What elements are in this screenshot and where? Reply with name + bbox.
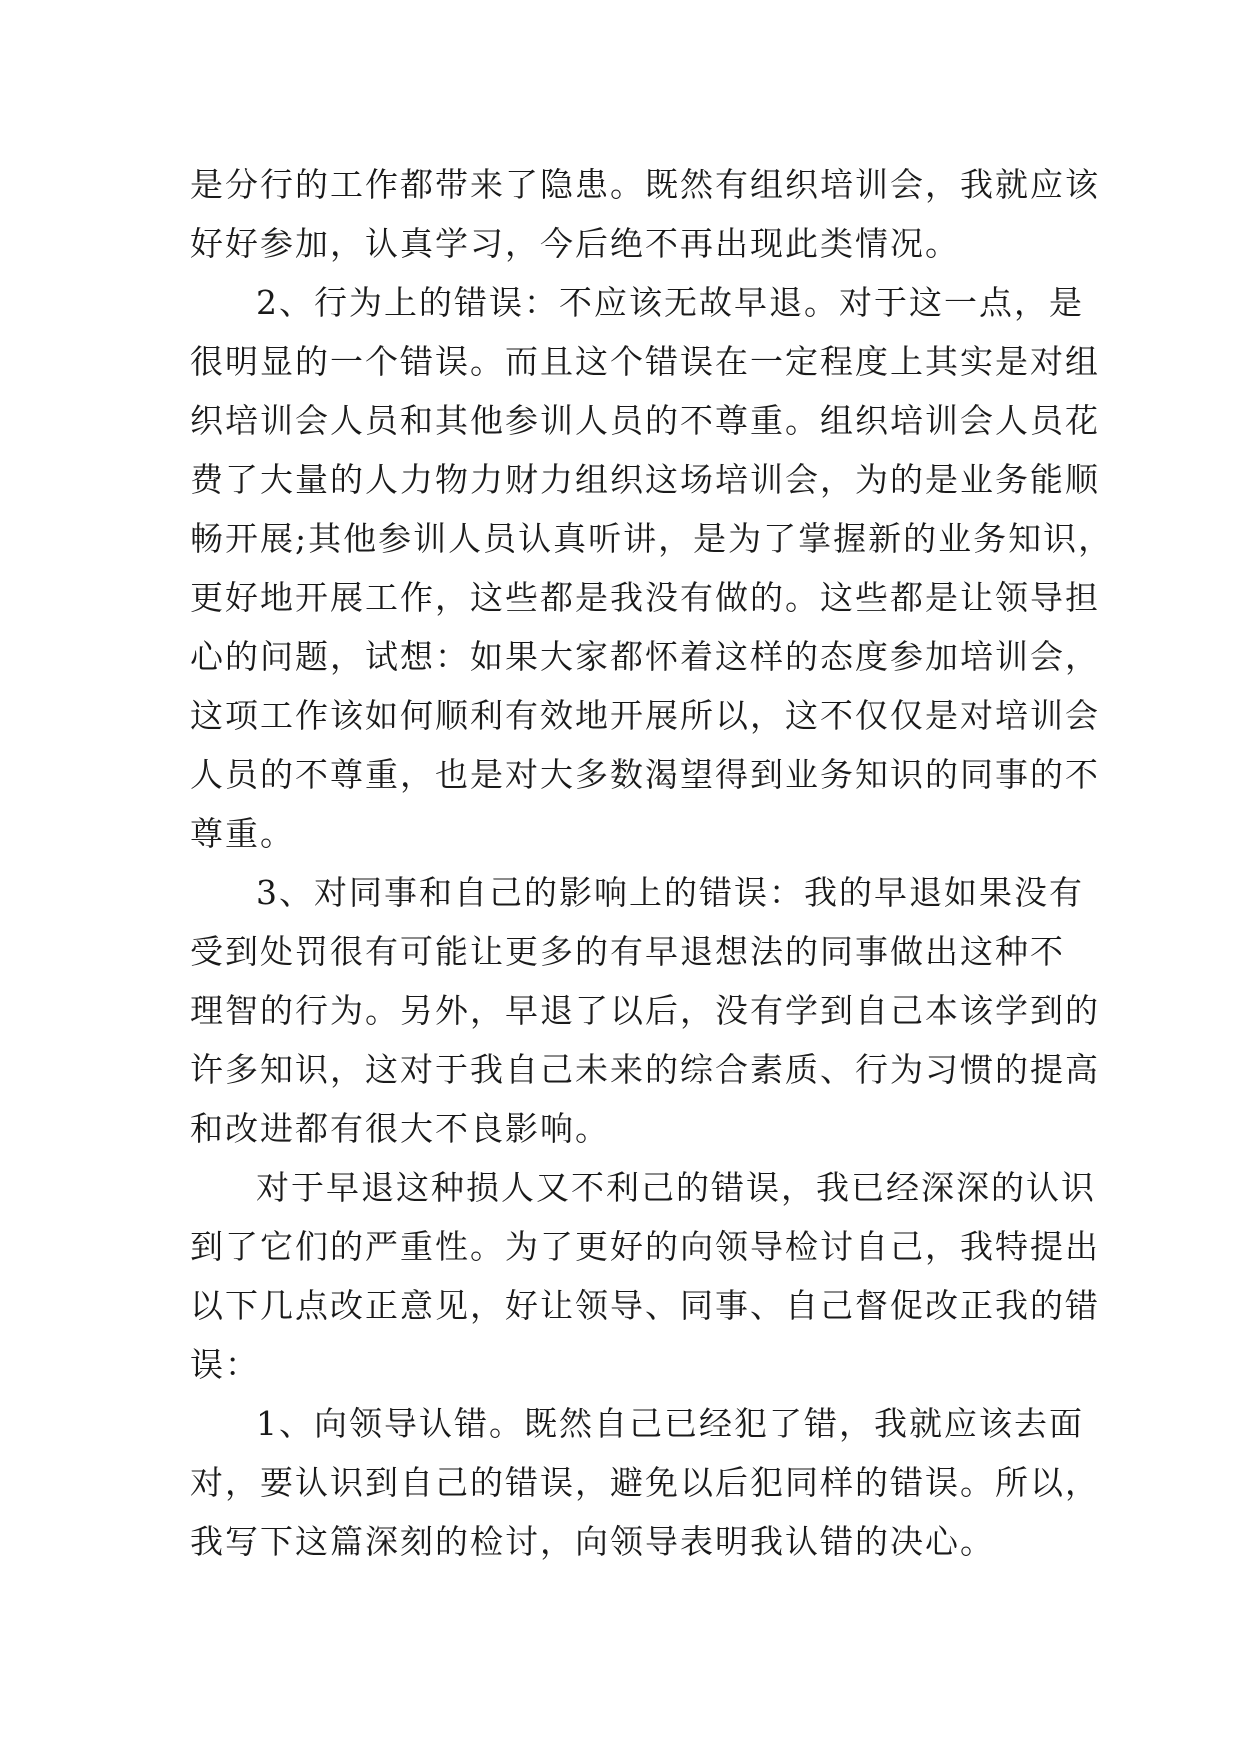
text-line: 许多知识，这对于我自己未来的综合素质、行为习惯的提高 xyxy=(190,1050,1100,1089)
document-body xyxy=(190,155,1114,1571)
text-line: 很明显的一个错误。而且这个错误在一定程度上其实是对组 xyxy=(190,342,1100,381)
paragraph-start-line: 对于早退这种损人又不利己的错误，我已经深深的认识 xyxy=(256,1168,1096,1207)
text-line: 对，要认识到自己的错误，避免以后犯同样的错误。所以， xyxy=(190,1463,1100,1502)
text-line: 我写下这篇深刻的检讨，向领导表明我认错的决心。 xyxy=(190,1522,995,1561)
text-line: 这项工作该如何顺利有效地开展所以，这不仅仅是对培训会 xyxy=(190,696,1100,735)
text-line: 织培训会人员和其他参训人员的不尊重。组织培训会人员花 xyxy=(190,401,1100,440)
text-line: 好好参加，认真学习，今后绝不再出现此类情况。 xyxy=(190,224,960,263)
paragraph-start-line: 1、向领导认错。既然自己已经犯了错，我就应该去面 xyxy=(256,1404,1084,1443)
text-line: 尊重。 xyxy=(190,814,295,853)
text-line: 更好地开展工作，这些都是我没有做的。这些都是让领导担 xyxy=(190,578,1100,617)
paragraph-start-line: 2、行为上的错误：不应该无故早退。对于这一点，是 xyxy=(256,283,1084,322)
paragraph-start-line: 3、对同事和自己的影响上的错误：我的早退如果没有 xyxy=(256,873,1084,912)
text-line: 受到处罚很有可能让更多的有早退想法的同事做出这种不 xyxy=(190,932,1065,971)
text-line: 到了它们的严重性。为了更好的向领导检讨自己，我特提出 xyxy=(190,1227,1100,1266)
text-line: 理智的行为。另外，早退了以后，没有学到自己本该学到的 xyxy=(190,991,1100,1030)
text-line: 和改进都有很大不良影响。 xyxy=(190,1109,610,1148)
text-line: 是分行的工作都带来了隐患。既然有组织培训会，我就应该 xyxy=(190,165,1100,204)
text-line: 心的问题，试想：如果大家都怀着这样的态度参加培训会， xyxy=(190,637,1100,676)
text-line: 费了大量的人力物力财力组织这场培训会，为的是业务能顺 xyxy=(190,460,1100,499)
text-line: 人员的不尊重，也是对大多数渴望得到业务知识的同事的不 xyxy=(190,755,1100,794)
text-line: 以下几点改正意见，好让领导、同事、自己督促改正我的错 xyxy=(190,1286,1100,1325)
text-line: 误： xyxy=(190,1345,260,1384)
text-line: 畅开展;其他参训人员认真听讲，是为了掌握新的业务知识， xyxy=(190,519,1114,558)
